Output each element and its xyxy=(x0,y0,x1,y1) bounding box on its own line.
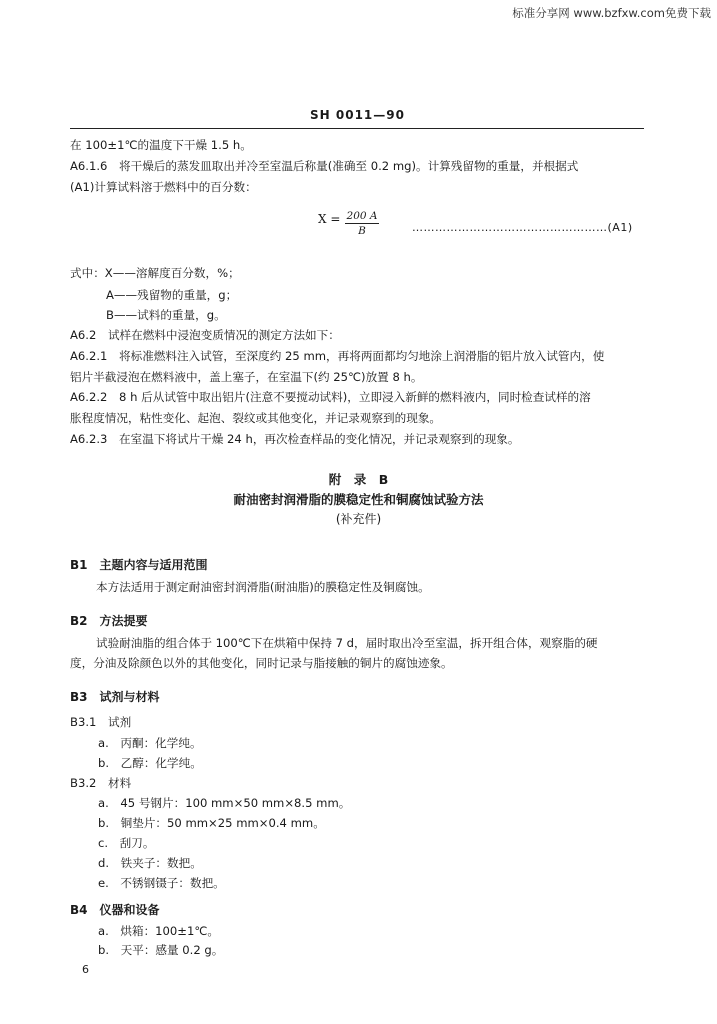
where-line-b: B——试料的重量，g。 xyxy=(106,308,226,322)
formula-numerator: 200 A xyxy=(346,210,378,222)
section-b2-line2: 度，分油及除颜色以外的其他变化，同时记录与脂接触的铜片的腐蚀迹象。 xyxy=(70,656,453,670)
section-b1-text: 本方法适用于测定耐油密封润滑脂(耐油脂)的膜稳定性及铜腐蚀。 xyxy=(96,580,430,594)
section-b4-heading: B4 仪器和设备 xyxy=(70,903,160,917)
material-item-d: d. 铁夹子：数把。 xyxy=(98,856,202,870)
section-b3-heading: B3 试剂与材料 xyxy=(70,690,160,704)
clause-a616-line2: (A1)计算试料溶于燃料中的百分数： xyxy=(70,180,257,194)
appendix-subtitle: (补充件) xyxy=(335,512,382,526)
section-b31-heading: B3.1 试剂 xyxy=(70,715,132,729)
clause-a622-line2: 胀程度情况，粘性变化、起泡、裂纹或其他变化，并记录观察到的现象。 xyxy=(70,411,442,425)
clause-a623: A6.2.3 在室温下将试片干燥 24 h，再次检查样品的变化情况，并记录观察到的现象。 xyxy=(70,432,520,446)
clause-a616-line1: A6.1.6 将干燥后的蒸发皿取出并冷至室温后称量(准确至 0.2 mg)。计算残留物的重量，并根据式 xyxy=(70,159,579,173)
appendix-label: 附 录 B xyxy=(328,472,389,487)
where-line-x: 式中：X——溶解度百分数，%； xyxy=(70,266,240,280)
equipment-item-a: a. 烘箱：100±1℃。 xyxy=(98,924,219,938)
clause-a621-line1: A6.2.1 将标准燃料注入试管，至深度约 25 mm，再将两面都均匀地涂上润滑脂的铝片放入试管内，使 xyxy=(70,349,605,363)
formula-leader: ……………………………………………(A1) xyxy=(412,221,633,234)
document-number: SH 0011—90 xyxy=(310,108,405,122)
header-divider xyxy=(70,128,644,129)
section-b2-line1: 试验耐油脂的组合体于 100℃下在烘箱中保持 7 d，届时取出冷至室温，拆开组合体，观察脂的硬 xyxy=(96,636,598,650)
material-item-a: a. 45 号钢片：100 mm×50 mm×8.5 mm。 xyxy=(98,796,351,810)
page-number: 6 xyxy=(82,963,89,976)
section-b2-heading: B2 方法提要 xyxy=(70,614,148,628)
watermark-text: 标准分享网 www.bzfxw.com免费下载 xyxy=(512,6,711,20)
clause-a62: A6.2 试样在燃料中浸泡变质情况的测定方法如下： xyxy=(70,328,340,342)
material-item-b: b. 铜垫片：50 mm×25 mm×0.4 mm。 xyxy=(98,816,325,830)
clause-a621-line2: 铝片半截浸泡在燃料液中，盖上塞子，在室温下(约 25℃)放置 8 h。 xyxy=(70,370,423,384)
equipment-item-b: b. 天平：感量 0.2 g。 xyxy=(98,943,224,957)
section-b32-heading: B3.2 材料 xyxy=(70,776,132,790)
formula-fraction xyxy=(345,210,379,237)
formula-denominator: B xyxy=(358,225,366,237)
section-b1-heading: B1 主题内容与适用范围 xyxy=(70,558,208,572)
clause-a622-line1: A6.2.2 8 h 后从试管中取出铝片(注意不要搅动试料)，立即浸入新鲜的燃料液内，同时检查试样的溶 xyxy=(70,390,591,404)
drying-condition-line: 在 100±1℃的温度下干燥 1.5 h。 xyxy=(70,138,252,152)
where-line-a: A——残留物的重量，g； xyxy=(106,288,238,302)
formula-lhs: X = xyxy=(318,212,341,226)
material-item-c: c. 刮刀。 xyxy=(98,836,155,850)
reagent-item-a: a. 丙酮：化学纯。 xyxy=(98,736,202,750)
appendix-title: 耐油密封润滑脂的膜稳定性和铜腐蚀试验方法 xyxy=(233,492,484,507)
material-item-e: e. 不锈钢镊子：数把。 xyxy=(98,876,225,890)
reagent-item-b: b. 乙醇：化学纯。 xyxy=(98,756,202,770)
